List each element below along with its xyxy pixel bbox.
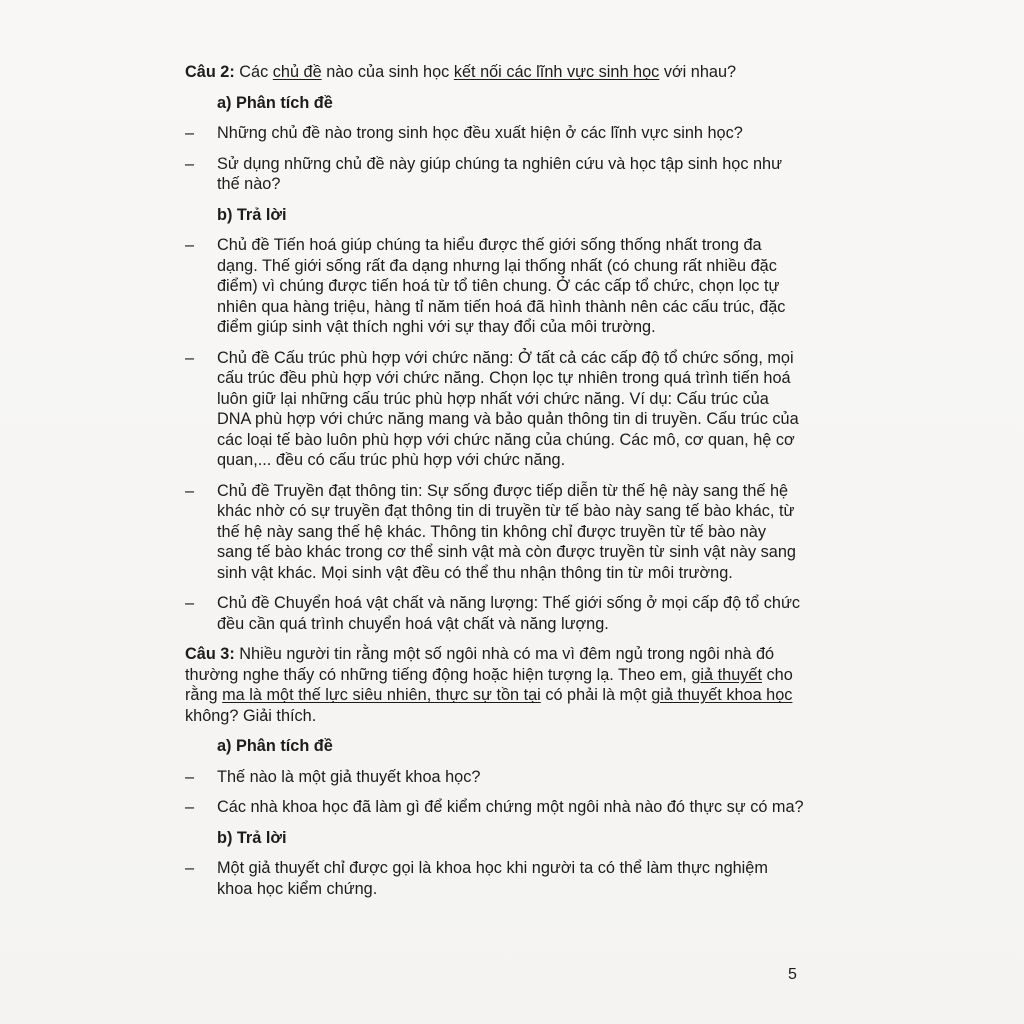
q3-answer-text: Một giả thuyết chỉ được gọi là khoa học khi người ta có thể làm thực nghiệm khoa học kiểm chứng. bbox=[217, 859, 768, 898]
q2-analysis-text: Những chủ đề nào trong sinh học đều xuất hiện ở các lĩnh vực sinh học? bbox=[217, 124, 743, 142]
q2-analysis-item bbox=[185, 123, 805, 144]
question-3-text: cho rằng bbox=[185, 665, 793, 704]
dash: – bbox=[185, 154, 195, 173]
q2-answer-text: Chủ đề Truyền đạt thông tin: Sự sống được tiếp diễn từ thế hệ này sang thế hệ khác nhờ có sự truyền đạt thông tin di truyền từ tế bào này sang tế bào khác, từ thế hệ này sang thế hệ khác. Thông tin không chỉ được truyền từ tế bào này sang tế bào khác trong cơ thể sinh vật mà còn được truyền từ sinh vật này sang sinh vật khác. Mọi sinh vật đều có thể thu nhận thông tin từ môi trường. bbox=[217, 481, 796, 582]
question-3-underline-ghost: ma là một thế lực siêu nhiên, thực sự tồn tại bbox=[222, 686, 541, 704]
question-2-label: Câu 2: bbox=[185, 63, 235, 81]
question-3-underline-hypothesis: giả thuyết bbox=[691, 665, 762, 684]
q3-analysis-item bbox=[185, 797, 805, 818]
q2-answer-item bbox=[185, 593, 805, 634]
question-2-text: Các bbox=[234, 63, 273, 81]
question-2-underline-connect: kết nối các lĩnh vực sinh học bbox=[453, 63, 660, 81]
question-2-underline-topic: chủ đề bbox=[272, 63, 322, 81]
q2-answer-text: Chủ đề Cấu trúc phù hợp với chức năng: Ở tất cả các cấp độ tổ chức sống, mọi cấu trúc đều phù hợp với chức năng. Chọn lọc tự nhiên trong quá trình tiến hoá luôn giữ lại những cấu trúc phù hợp nhất với chức năng. Ví dụ: Cấu trúc của DNA phù hợp với chức năng mang và bảo quản thông tin di truyền. Cấu trúc của các loại tế bào luôn phù hợp với chức năng của chúng. Các mô, cơ quan, hệ cơ quan,... đều có cấu trúc phù hợp với chức năng. bbox=[217, 348, 799, 469]
q3-analysis-heading: a) Phân tích đề bbox=[217, 737, 333, 755]
q3-answer-heading: b) Trả lời bbox=[217, 828, 287, 847]
q2-answer-heading: b) Trả lời bbox=[217, 205, 287, 224]
dash: – bbox=[185, 767, 195, 786]
question-3-label: Câu 3: bbox=[185, 645, 235, 663]
dash: – bbox=[185, 236, 195, 254]
q2-answer-item bbox=[185, 235, 805, 338]
question-2-text: với nhau? bbox=[659, 63, 737, 81]
q2-analysis-heading: a) Phân tích đề bbox=[217, 93, 333, 112]
question-3-underline-scientific: giả thuyết khoa học bbox=[651, 686, 793, 704]
q2-analysis-item bbox=[185, 154, 805, 195]
q2-analysis-text: Sử dụng những chủ đề này giúp chúng ta nghiên cứu và học tập sinh học như thế nào? bbox=[217, 154, 782, 193]
question-3-text: Nhiều người tin rằng một số ngôi nhà có ma vì đêm ngủ trong ngôi nhà đó thường nghe thấy có những tiếng động hoặc hiện tượng lạ. Theo em, bbox=[185, 645, 775, 684]
dash: – bbox=[185, 594, 195, 612]
page-content bbox=[185, 62, 805, 909]
q2-answer-item bbox=[185, 348, 805, 471]
q3-answer-item bbox=[185, 858, 805, 899]
q3-analysis-item bbox=[185, 767, 805, 788]
dash: – bbox=[185, 124, 195, 142]
q2-answer-text: Chủ đề Chuyển hoá vật chất và năng lượng: Thế giới sống ở mọi cấp độ tổ chức đều cần quá trình chuyển hoá vật chất và năng lượng. bbox=[217, 594, 801, 633]
q3-analysis-text: Các nhà khoa học đã làm gì để kiểm chứng một ngôi nhà nào đó thực sự có ma? bbox=[217, 798, 804, 816]
q2-answer-text: Chủ đề Tiến hoá giúp chúng ta hiểu được thế giới sống thống nhất trong đa dạng. Thế giới sống rất đa dạng nhưng lại thống nhất (có chung rất nhiều đặc điểm) vì chúng được tiến hoá từ tổ tiên chung. Ở các cấp tổ chức, chọn lọc tự nhiên qua hàng triệu, hàng tỉ năm tiến hoá đã hình thành nên các cấu trúc, đặc điểm giúp sinh vật thích nghi với sự thay đổi của môi trường. bbox=[217, 236, 786, 336]
question-2 bbox=[185, 62, 805, 83]
dash: – bbox=[185, 481, 195, 500]
dash: – bbox=[185, 798, 195, 816]
dash: – bbox=[185, 348, 195, 367]
question-2-text: nào của sinh học bbox=[321, 63, 454, 81]
question-3-text: có phải là một bbox=[540, 686, 652, 704]
page-number: 5 bbox=[788, 966, 797, 983]
q3-analysis-text: Thế nào là một giả thuyết khoa học? bbox=[217, 767, 481, 786]
question-3 bbox=[185, 644, 805, 726]
q2-answer-item bbox=[185, 481, 805, 584]
question-3-text: không? Giải thích. bbox=[185, 706, 317, 725]
dash: – bbox=[185, 859, 195, 877]
